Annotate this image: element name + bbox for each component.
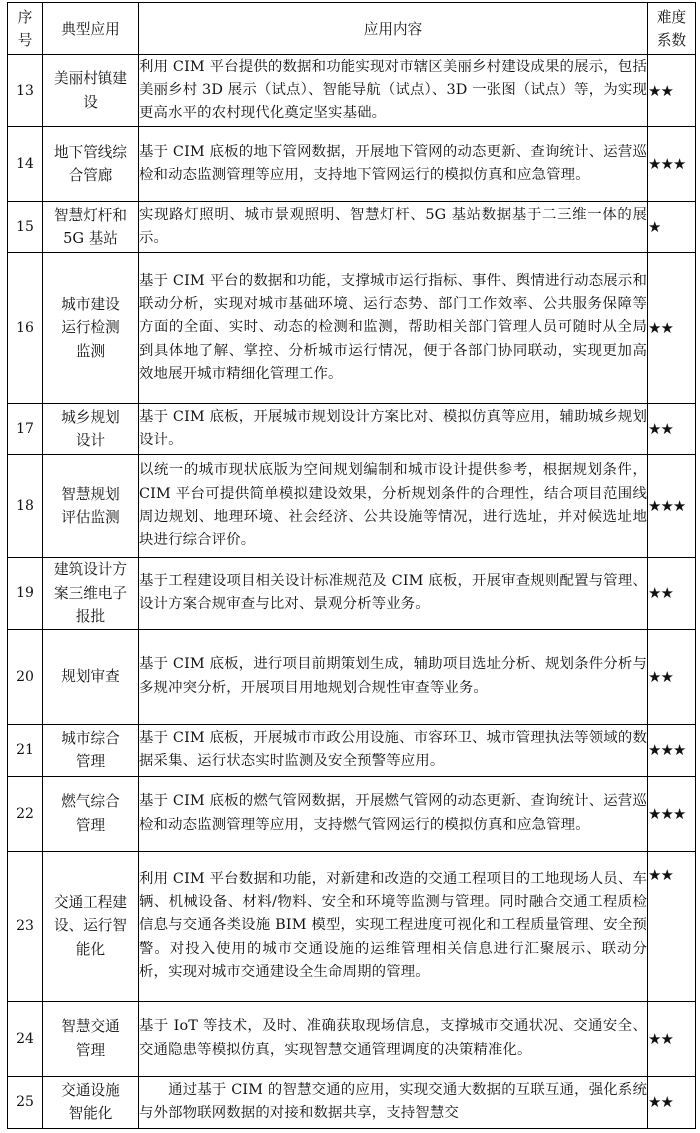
- difficulty-stars: ★★: [648, 319, 673, 337]
- row-content: 以统一的城市现状底版为空间规划编制和城市设计提供参考，根据规划条件，CIM 平台可提供简单模拟建设效果，分析规划条件的合理性，结合项目范围线周边规划、地理环境、社会经济、公共设施等情况，进行选址，并对候选址地块进行综合评价。: [139, 455, 648, 558]
- table-row: [8, 851, 696, 1001]
- difficulty-stars: ★★★: [648, 155, 686, 173]
- row-content: 基于 IoT 等技术，及时、准确获取现场信息，支撑城市交通状况、交通安全、交通隐患等模拟仿真，实现智慧交通管理调度的决策精准化。: [139, 1001, 648, 1076]
- row-app: 城乡规划设计: [43, 404, 139, 455]
- row-difficulty: [648, 127, 696, 202]
- header-no: 序号: [8, 3, 43, 55]
- row-content: 基于 CIM 底板，开展城市规划设计方案比对、模拟仿真等应用，辅助城乡规划设计。: [139, 404, 648, 455]
- row-content: 利用 CIM 平台提供的数据和功能实现对市辖区美丽乡村建设成果的展示，包括美丽乡村 3D 展示（试点）、智能导航（试点）、3D 一张图（试点）等，为实现更高水平的农村现代化奠定坚实基础。: [139, 55, 648, 127]
- row-no: 18: [8, 455, 43, 558]
- row-app: 城市建设运行检测监测: [43, 253, 139, 404]
- row-app: 燃气综合管理: [43, 776, 139, 851]
- row-no: 25: [8, 1076, 43, 1128]
- row-content: 基于工程建设项目相关设计标准规范及 CIM 底板，开展审查规则配置与管理、设计方案合规审查与比对、景观分析等业务。: [139, 558, 648, 630]
- row-no: 20: [8, 629, 43, 724]
- row-app: 智慧规划评估监测: [43, 455, 139, 558]
- row-no: 21: [8, 724, 43, 776]
- difficulty-stars: ★★: [648, 81, 673, 100]
- row-difficulty: [648, 1076, 696, 1128]
- row-app: 城市综合管理: [43, 724, 139, 776]
- row-no: 23: [8, 851, 43, 1001]
- row-content: 基于 CIM 底板的燃气管网数据，开展燃气管网的动态更新、查询统计、运营巡检和动态监测管理等应用，支持燃气管网运行的模拟仿真和应急管理。: [139, 776, 648, 851]
- row-content: 实现路灯照明、城市景观照明、智慧灯杆、5G 基站数据基于二三维一体的展示。: [139, 202, 648, 253]
- row-difficulty: [648, 202, 696, 253]
- row-app: 规划审查: [43, 629, 139, 724]
- row-difficulty: [648, 253, 696, 404]
- difficulty-stars: ★★: [648, 1093, 673, 1111]
- row-app: 智慧交通管理: [43, 1001, 139, 1076]
- row-app: 地下管线综合管廊: [43, 127, 139, 202]
- row-content: 基于 CIM 底板，开展城市市政公用设施、市容环卫、城市管理执法等领域的数据采集、运行状态实时监测及安全预警等应用。: [139, 724, 648, 776]
- row-content: 利用 CIM 平台数据和功能，对新建和改造的交通工程项目的工地现场人员、车辆、机械设备、材料/物料、安全和环境等监测与管理。同时融合交通工程质检信息与交通各类设施 BIM 模型，实现工程进度可视化和工程质量管理、安全预警。对投入使用的城市交通设施的运维管理相关信息进行汇聚展示、联动分析，实现对城市交通建设全生命周期的管理。: [139, 851, 648, 1001]
- table-row: [8, 776, 696, 851]
- table-row: [8, 253, 696, 404]
- row-app: 交通工程建设、运行智能化: [43, 851, 139, 1001]
- table-row: [8, 455, 696, 558]
- table-row: [8, 724, 696, 776]
- header-content: 应用内容: [139, 3, 648, 55]
- row-no: 22: [8, 776, 43, 851]
- row-no: 14: [8, 127, 43, 202]
- table-row: [8, 1076, 696, 1128]
- table-row: [8, 558, 696, 630]
- row-difficulty: [648, 629, 696, 724]
- row-difficulty: [648, 558, 696, 630]
- row-app: 美丽村镇建设: [43, 55, 139, 127]
- difficulty-stars: ★★: [648, 667, 673, 686]
- row-no: 16: [8, 253, 43, 404]
- row-no: 17: [8, 404, 43, 455]
- row-app: 智慧灯杆和 5G 基站: [43, 202, 139, 253]
- difficulty-stars: ★★★: [648, 497, 686, 515]
- row-difficulty: [648, 851, 696, 1001]
- row-app: 交通设施智能化: [43, 1076, 139, 1128]
- table-header-row: [8, 3, 696, 55]
- row-difficulty: [648, 724, 696, 776]
- table-row: [8, 55, 696, 127]
- table-row: [8, 202, 696, 253]
- row-no: 24: [8, 1001, 43, 1076]
- table-row: [8, 629, 696, 724]
- row-no: 15: [8, 202, 43, 253]
- difficulty-stars: ★★: [648, 1029, 673, 1048]
- difficulty-stars: ★★: [648, 584, 673, 603]
- row-content: 通过基于 CIM 的智慧交通的应用，实现交通大数据的互联互通，强化系统与外部物联网数据的对接和数据共享，支持智慧交: [139, 1076, 648, 1128]
- row-app: 建筑设计方案三维电子报批: [43, 558, 139, 630]
- table-row: [8, 127, 696, 202]
- table-row: [8, 404, 696, 455]
- difficulty-stars: ★★: [648, 420, 673, 438]
- row-content: 基于 CIM 底板的地下管网数据，开展地下管网的动态更新、查询统计、运营巡检和动态监测管理等应用，支持地下管网运行的模拟仿真和应急管理。: [139, 127, 648, 202]
- header-app: 典型应用: [43, 3, 139, 55]
- row-no: 19: [8, 558, 43, 630]
- row-difficulty: [648, 55, 696, 127]
- header-difficulty: 难度系数: [648, 3, 696, 55]
- difficulty-stars: ★★★: [648, 804, 686, 823]
- row-no: 13: [8, 55, 43, 127]
- difficulty-stars: ★★: [648, 865, 673, 884]
- row-content: 基于 CIM 平台的数据和功能，支撑城市运行指标、事件、舆情进行动态展示和联动分析，实现对城市基础环境、运行态势、部门工作效率、公共服务保障等方面的全面、实时、动态的检测和监测，帮助相关部门管理人员可随时从全局到具体地了解、掌控、分析城市运行情况，便于各部门协同联动，实现更加高效地展开城市精细化管理工作。: [139, 253, 648, 404]
- row-content: 基于 CIM 底板，进行项目前期策划生成，辅助项目选址分析、规划条件分析与多规冲突分析，开展项目用地规划合规性审查等业务。: [139, 629, 648, 724]
- difficulty-stars: ★: [648, 218, 661, 236]
- table-row: [8, 1001, 696, 1076]
- row-difficulty: [648, 455, 696, 558]
- applications-table: [7, 2, 696, 1129]
- row-difficulty: [648, 404, 696, 455]
- row-difficulty: [648, 1001, 696, 1076]
- difficulty-stars: ★★★: [648, 741, 686, 759]
- row-difficulty: [648, 776, 696, 851]
